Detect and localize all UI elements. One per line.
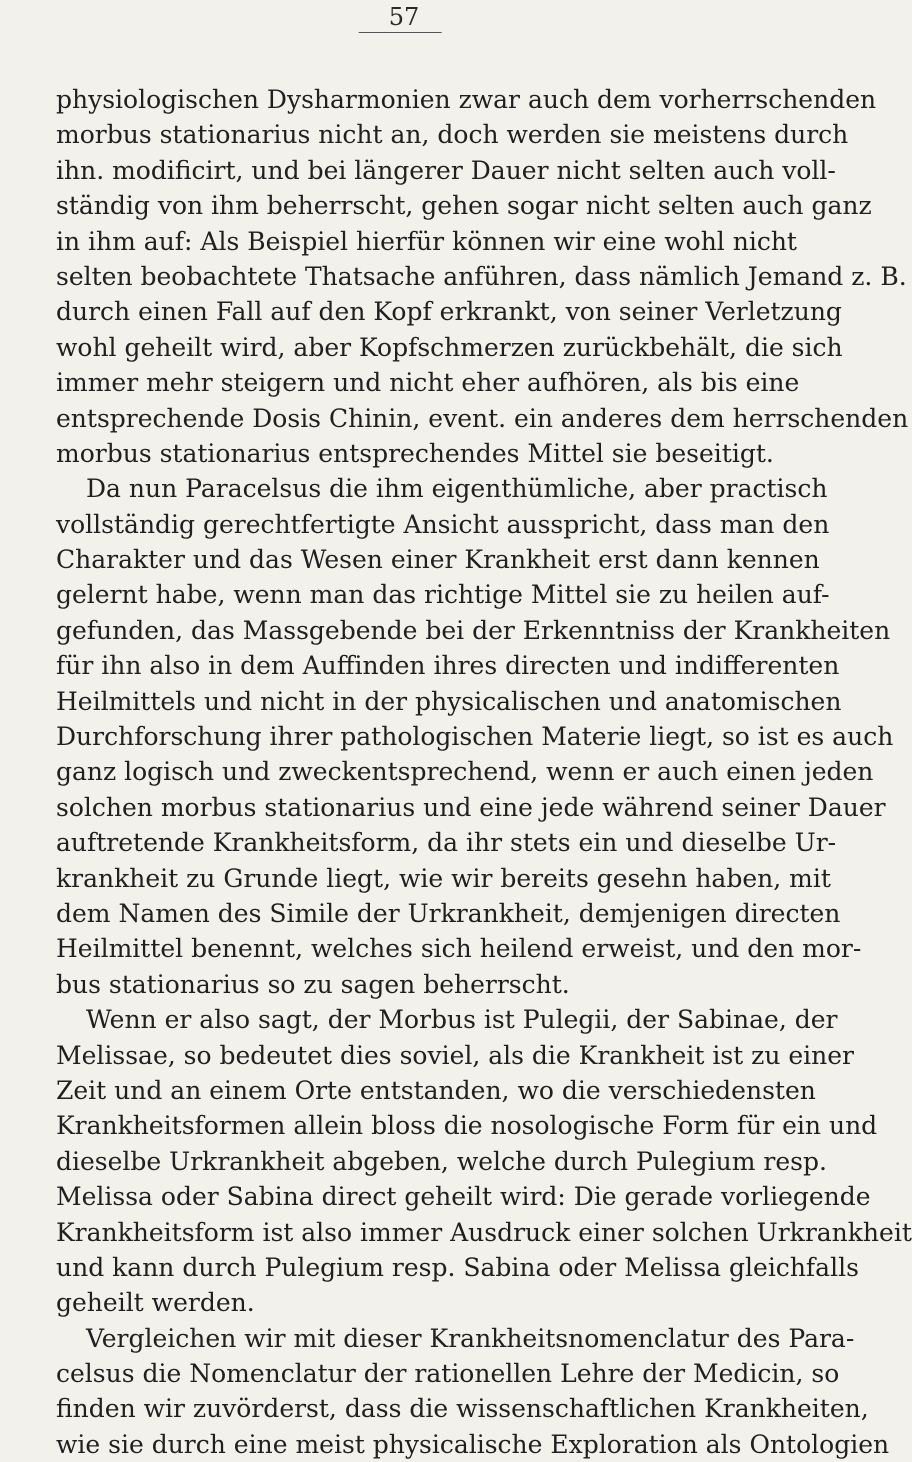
text-line: durch einen Fall auf den Kopf erkrankt, von seiner Verletzung xyxy=(56,297,842,327)
text-line: wohl geheilt wird, aber Kopfschmerzen zurückbehält, die sich xyxy=(56,332,843,362)
paragraph xyxy=(56,82,909,471)
text-line: morbus stationarius nicht an, doch werden sie meistens durch xyxy=(56,120,849,150)
text-line: krankheit zu Grunde liegt, wie wir bereits gesehn haben, mit xyxy=(56,863,831,893)
text-line: und kann durch Pulegium resp. Sabina oder Melissa gleichfalls xyxy=(56,1252,859,1282)
text-line: Charakter und das Wesen einer Krankheit erst dann kennen xyxy=(56,545,820,575)
text-line: Heilmittel benennt, welches sich heilend erweist, und den mor- xyxy=(56,934,862,964)
body-text xyxy=(56,82,912,1462)
text-line: Krankheitsformen allein bloss die nosologische Form für ein und xyxy=(56,1111,878,1141)
text-line: ständig von ihm beherrscht, gehen sogar nicht selten auch ganz xyxy=(56,191,872,221)
text-line: für ihn also in dem Auffinden ihres directen und indifferenten xyxy=(56,651,840,681)
text-line: gelernt habe, wenn man das richtige Mittel sie zu heilen auf- xyxy=(56,580,830,610)
text-line: dem Namen des Simile der Urkrankheit, demjenigen directen xyxy=(56,898,841,928)
page-number: 57 xyxy=(359,2,442,33)
text-line: Durchforschung ihrer pathologischen Materie liegt, so ist es auch xyxy=(56,722,894,752)
paragraph xyxy=(56,1002,912,1321)
text-line: finden wir zuvörderst, dass die wissenschaftlichen Krankheiten, xyxy=(56,1394,869,1424)
text-line: physiologischen Dysharmonien zwar auch dem vorherrschenden xyxy=(56,85,877,114)
text-line: morbus stationarius entsprechendes Mittel sie beseitigt. xyxy=(56,438,774,468)
text-line: Zeit und an einem Orte entstanden, wo die verschiedensten xyxy=(56,1075,816,1105)
text-line: Vergleichen wir mit dieser Krankheitsnomenclatur des Para- xyxy=(86,1323,855,1353)
text-line: geheilt werden. xyxy=(56,1288,255,1318)
text-line: Heilmittels und nicht in der physicalischen und anatomischen xyxy=(56,686,842,716)
text-line: Wenn er also sagt, der Morbus ist Pulegii, der Sabinae, der xyxy=(86,1005,838,1035)
text-line: vollständig gerechtfertigte Ansicht ausspricht, dass man den xyxy=(56,509,830,539)
text-line: solchen morbus stationarius und eine jede während seiner Dauer xyxy=(56,792,886,822)
text-line: celsus die Nomenclatur der rationellen Lehre der Medicin, so xyxy=(56,1359,840,1389)
text-line: Da nun Paracelsus die ihm eigenthümliche, aber practisch xyxy=(86,474,828,504)
text-line: entsprechende Dosis Chinin, event. ein anderes dem herrschenden xyxy=(56,403,909,433)
text-line: ganz logisch und zweckentsprechend, wenn er auch einen jeden xyxy=(56,757,874,787)
text-line: Melissa oder Sabina direct geheilt wird: Die gerade vorliegende xyxy=(56,1182,871,1212)
paragraph xyxy=(56,1321,890,1462)
text-line: bus stationarius so zu sagen beherrscht. xyxy=(56,969,570,999)
text-line: dieselbe Urkrankheit abgeben, welche durch Pulegium resp. xyxy=(56,1146,827,1176)
text-line: in ihm auf: Als Beispiel hierfür können wir eine wohl nicht xyxy=(56,226,797,256)
text-line: gefunden, das Massgebende bei der Erkenntniss der Krankheiten xyxy=(56,615,891,645)
text-line: ihn. modificirt, und bei längerer Dauer nicht selten auch voll- xyxy=(56,155,836,185)
text-line: Melissae, so bedeutet dies soviel, als die Krankheit ist zu einer xyxy=(56,1040,855,1070)
paragraph xyxy=(56,471,894,1002)
margin-bleed-through xyxy=(700,790,790,910)
text-line: immer mehr steigern und nicht eher aufhören, als bis eine xyxy=(56,368,800,398)
text-line: Krankheitsform ist also immer Ausdruck einer solchen Urkrankheit xyxy=(56,1217,912,1247)
text-line: auftretende Krankheitsform, da ihr stets ein und dieselbe Ur- xyxy=(56,828,837,858)
text-line: wie sie durch eine meist physicalische Exploration als Ontologien xyxy=(56,1429,890,1459)
text-line: selten beobachtete Thatsache anführen, dass nämlich Jemand z. B. xyxy=(56,261,907,291)
